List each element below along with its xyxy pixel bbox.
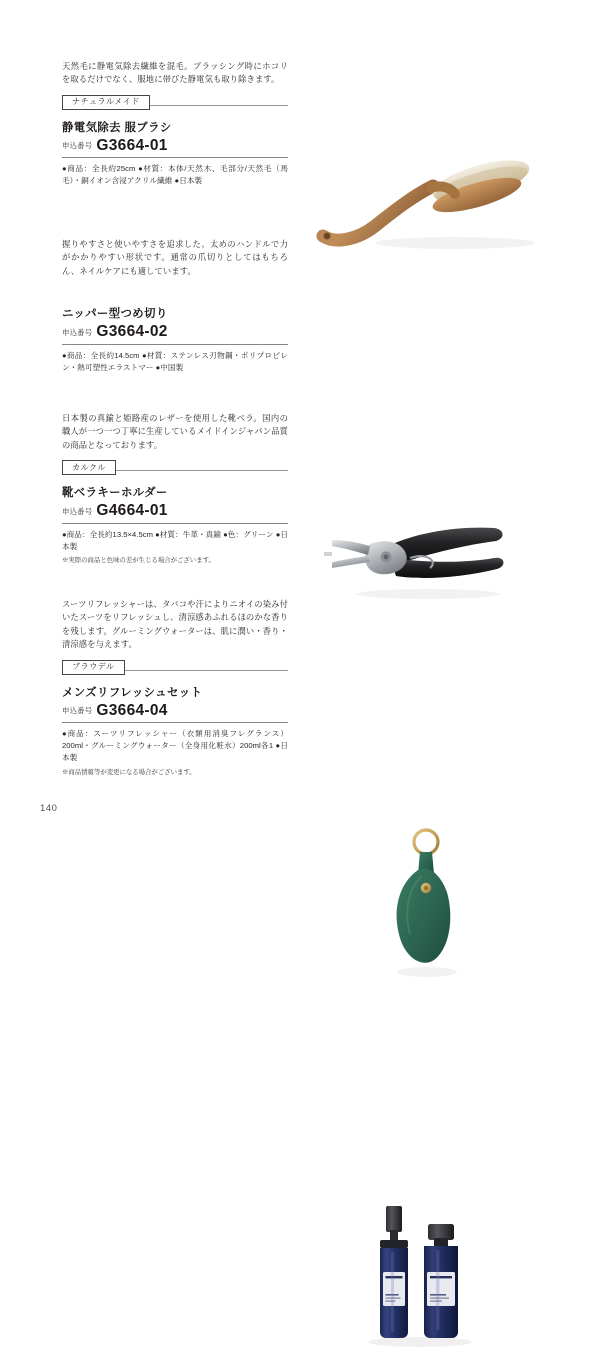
product-code-row — [62, 324, 288, 340]
brand-badge: ナチュラルメイド — [62, 95, 150, 110]
order-code-value: G4664-01 — [96, 502, 168, 520]
brand-badge: ブラウデル — [62, 660, 125, 675]
bottle-grooming-water — [424, 1224, 458, 1338]
order-code-label: 申込番号 — [62, 141, 93, 151]
brand-rule — [125, 670, 288, 671]
bottle-suit-refresher — [380, 1206, 408, 1338]
order-code-label: 申込番号 — [62, 506, 93, 516]
divider — [62, 722, 288, 723]
product-text-refresher — [62, 598, 288, 784]
product-text-shoehorn — [62, 412, 288, 572]
product-spec: ●商品：全長約25cm ●材質：本体/天然木、毛部分/天然毛（馬毛）・銅イオン含浸アクリル繊維 ●日本製 — [62, 164, 288, 186]
product-code-row — [62, 503, 288, 519]
shoehorn-keyholder-illustration — [372, 826, 482, 986]
divider — [62, 157, 288, 158]
product-text-nipper — [62, 238, 288, 374]
order-code-value: G3664-02 — [96, 323, 168, 341]
product-spec: ●商品：全長約13.5×4.5cm ●材質：牛革・真鍮 ●色：グリーン ●日本製 — [62, 529, 288, 551]
brand-rule — [150, 105, 288, 106]
product-lead: 日本製の真鍮と姫路産のレザーを使用した靴ベラ。国内の職人が一つ一つ丁寧に生産しているメイドインジャパン品質の商品となっております。 — [62, 413, 288, 450]
product-image-brush — [305, 148, 545, 263]
order-code-value: G3664-01 — [96, 136, 168, 154]
product-lead: 握りやすさと使いやすさを追求した、太めのハンドルで力がかかりやすい形状です。通常の爪切りとしてはもちろん、ネイルケアにも適しています。 — [62, 239, 288, 276]
product-image-shoehorn — [372, 826, 482, 986]
nail-nipper-illustration — [318, 506, 518, 611]
brand-badge: カルクル — [62, 460, 116, 475]
product-name: ニッパー型つめ切り — [62, 308, 168, 321]
brand-row — [62, 460, 288, 481]
product-image-refresher — [350, 1198, 530, 1353]
order-code-label: 申込番号 — [62, 327, 93, 337]
product-spec: ●商品：全長約14.5cm ●材質：ステンレス刃物鋼・ポリプロピレン・熱可塑性エラストマー ●中国製 — [62, 350, 288, 372]
page-number: 140 — [40, 803, 58, 814]
brush-illustration — [305, 148, 545, 263]
product-name: メンズリフレッシュセット — [62, 686, 203, 699]
product-name: 静電気除去 服ブラシ — [62, 121, 172, 134]
order-code-value: G3664-04 — [96, 701, 168, 719]
product-note: ※実際の商品と色味の差が生じる場合がございます。 — [62, 556, 215, 564]
product-image-nipper — [318, 506, 518, 611]
divider — [62, 344, 288, 345]
product-note: ※商品情報等が変更になる場合がございます。 — [62, 768, 196, 776]
divider — [62, 523, 288, 524]
brand-row — [62, 95, 288, 116]
brand-row — [62, 660, 288, 681]
product-text-brush — [62, 60, 288, 187]
bottle-set-illustration — [350, 1198, 530, 1353]
product-name: 靴ベラキーホルダー — [62, 487, 168, 500]
order-code-label: 申込番号 — [62, 706, 93, 716]
product-lead: 天然毛に静電気除去繊維を混毛。ブラッシング時にホコリを取るだけでなく、服地に帯びた静電気も取り除きます。 — [62, 61, 288, 85]
product-lead: スーツリフレッシャーは、タバコや汗によりニオイの染み付いたスーツをリフレッシュし、清涼感あふれるほのかな香りを残します。グルーミングウォーターは、肌に潤い・香り・清涼感を与えます。 — [62, 599, 288, 650]
product-spec: ●商品：スーツリフレッシャー（衣類用消臭フレグランス）200ml・グルーミングウォーター（全身用化粧水）200ml各1 ●日本製 — [62, 729, 288, 763]
product-code-row — [62, 138, 288, 154]
brand-rule — [116, 470, 288, 471]
product-code-row — [62, 703, 288, 719]
